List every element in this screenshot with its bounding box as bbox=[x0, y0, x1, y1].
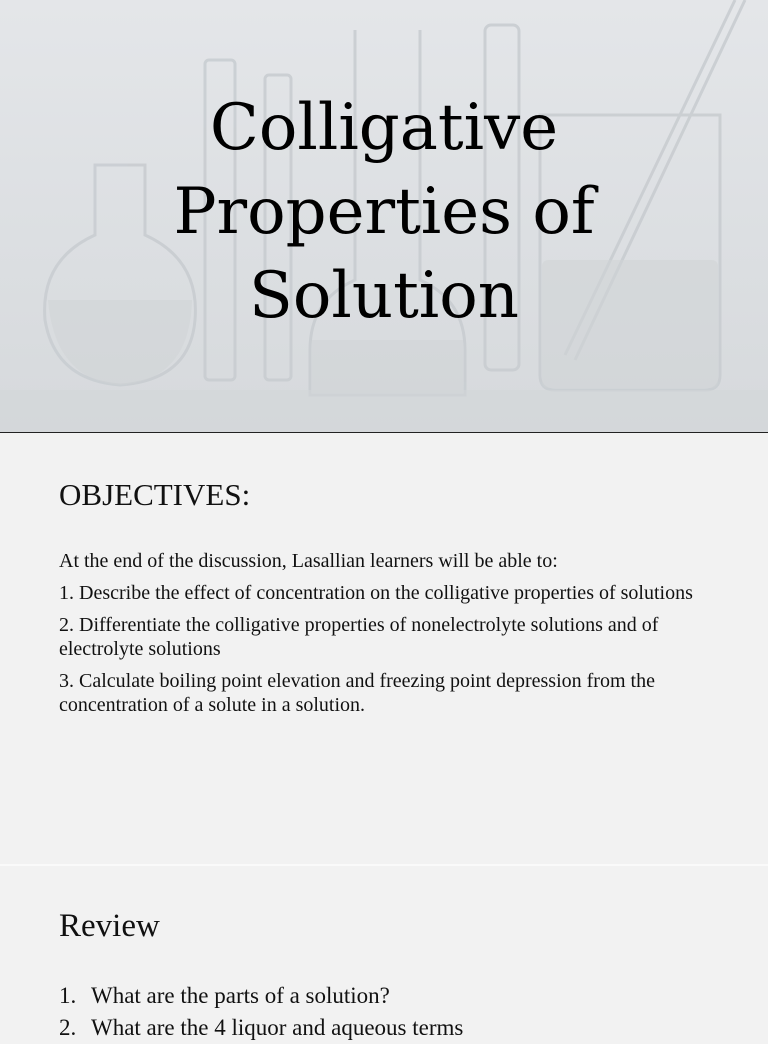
slide-title bbox=[0, 86, 768, 338]
review-heading: Review bbox=[59, 908, 160, 944]
review-item-number: 1. bbox=[59, 983, 77, 1008]
title-line-2: Properties of bbox=[173, 175, 595, 249]
review-item-text: What are the 4 liquor and aqueous terms bbox=[91, 1015, 464, 1040]
title-slide bbox=[0, 0, 768, 432]
objective-item-3: 3. Calculate boiling point elevation and freezing point depression from the concentration of a solute in a solution. bbox=[59, 670, 655, 716]
objectives-slide bbox=[0, 433, 768, 864]
review-item-number: 2. bbox=[59, 1015, 77, 1040]
title-line-3: Solution bbox=[249, 259, 519, 333]
objective-item-2: 2. Differentiate the colligative properties of nonelectrolyte solutions and of electrolyte solutions bbox=[59, 614, 659, 660]
objective-item-1: 1. Describe the effect of concentration on the colligative properties of solutions bbox=[59, 582, 693, 604]
review-item-2 bbox=[59, 1012, 739, 1044]
objectives-intro: At the end of the discussion, Lasallian learners will be able to: bbox=[59, 550, 558, 572]
review-item-text: What are the parts of a solution? bbox=[91, 983, 390, 1008]
objectives-heading: OBJECTIVES: bbox=[59, 477, 251, 512]
review-list bbox=[59, 980, 739, 1044]
objectives-body bbox=[59, 549, 719, 725]
review-slide bbox=[0, 866, 768, 1040]
title-line-1: Colligative bbox=[209, 91, 559, 165]
review-item-1 bbox=[59, 980, 739, 1012]
